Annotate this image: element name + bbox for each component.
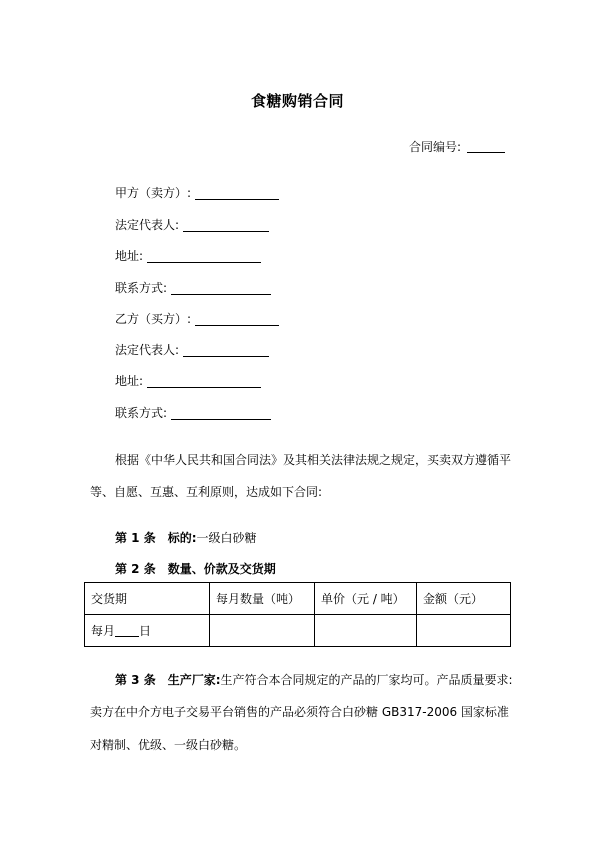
document-title: 食糖购销合同 (250, 92, 344, 110)
seller-address-blank (147, 249, 261, 263)
seller-label: 甲方（卖方）: (115, 186, 192, 200)
delivery-prefix: 每月 (91, 624, 116, 638)
seller-contact-label: 联系方式: (115, 281, 168, 295)
cell-unit-price (315, 615, 417, 647)
seller-contact-blank (171, 281, 271, 295)
delivery-schedule-table (84, 582, 511, 647)
buyer-address-label: 地址: (115, 374, 144, 388)
article-3 (115, 671, 513, 688)
article-3-heading: 第 3 条 生产厂家: (115, 673, 221, 687)
article-2-heading: 第 2 条 数量、价款及交货期 (115, 562, 276, 576)
article-3-line-3: 对精制、优级、一级白砂糖。 (90, 738, 247, 752)
article-3-line-2: 卖方在中介方电子交易平台销售的产品必须符合白砂糖 GB317-2006 国家标准 (90, 705, 509, 719)
header-amount: 金额（元） (417, 583, 511, 615)
article-3-body: 生产符合本合同规定的产品的厂家均可。产品质量要求: (220, 673, 513, 687)
article-1-body: 一级白砂糖 (196, 531, 257, 545)
preamble-line-2: 等、自愿、互惠、互利原则，达成如下合同: (90, 485, 323, 499)
contract-number (409, 138, 505, 155)
preamble-line-1: 根据《中华人民共和国合同法》及其相关法律法规之规定，买卖双方遵循平 (115, 453, 512, 467)
delivery-suffix: 日 (139, 624, 152, 638)
seller-address-label: 地址: (115, 249, 144, 263)
delivery-day-blank (115, 624, 139, 637)
table-row (85, 615, 511, 647)
seller-address-row (115, 247, 261, 264)
article-2 (115, 560, 276, 577)
buyer-address-blank (147, 374, 261, 388)
contract-number-label: 合同编号: (408, 140, 461, 154)
seller-rep-row (115, 216, 269, 233)
buyer-address-row (115, 372, 261, 389)
cell-delivery-period (85, 615, 210, 647)
header-monthly-quantity: 每月数量（吨） (210, 583, 315, 615)
buyer-blank (195, 312, 279, 326)
buyer-contact-row (115, 404, 271, 421)
article-1 (115, 529, 257, 546)
buyer-rep-row (115, 341, 269, 358)
article-1-heading: 第 1 条 标的: (115, 531, 197, 545)
buyer-contact-blank (171, 406, 271, 420)
contract-number-blank (467, 140, 505, 153)
seller-contact-row (115, 279, 271, 296)
buyer-rep-blank (183, 343, 269, 357)
seller-rep-blank (183, 218, 269, 232)
seller-blank (195, 186, 279, 200)
header-unit-price: 单价（元 / 吨） (315, 583, 417, 615)
seller-rep-label: 法定代表人: (115, 218, 180, 232)
buyer-row (115, 310, 279, 327)
cell-monthly-quantity (210, 615, 315, 647)
seller-row (115, 184, 279, 201)
table-header-row (85, 583, 511, 615)
buyer-rep-label: 法定代表人: (115, 343, 180, 357)
buyer-contact-label: 联系方式: (115, 406, 168, 420)
header-delivery-period: 交货期 (85, 583, 210, 615)
buyer-label: 乙方（买方）: (115, 312, 192, 326)
cell-amount (417, 615, 511, 647)
